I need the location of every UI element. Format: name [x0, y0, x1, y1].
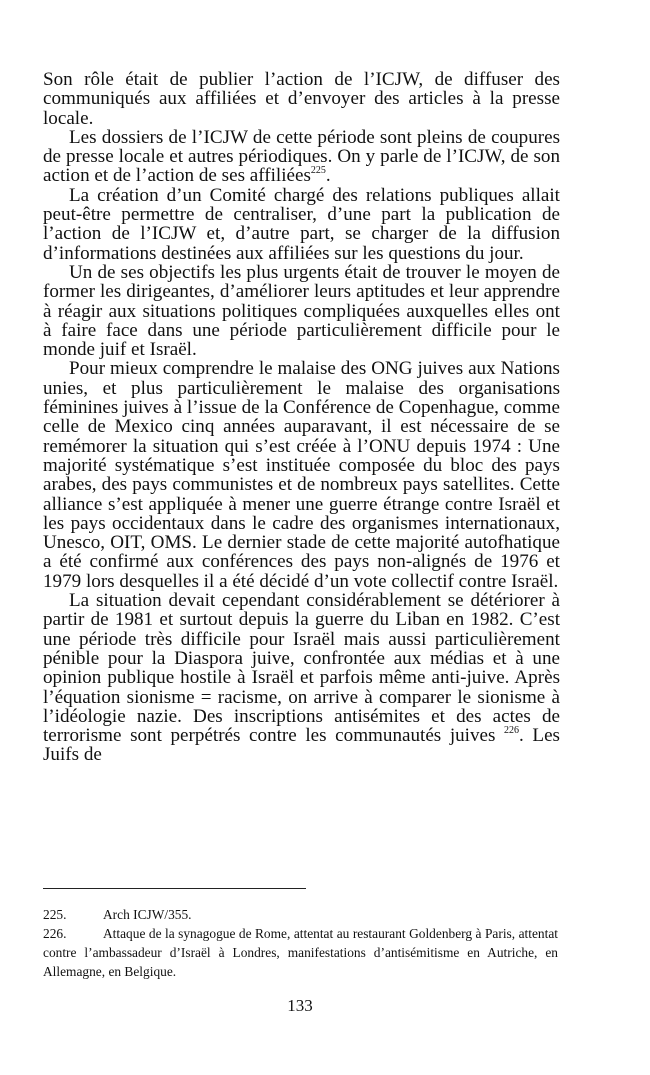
footnote	[43, 905, 558, 924]
footnote-separator	[43, 888, 306, 889]
paragraph-6	[43, 591, 560, 765]
paragraph-5: Pour mieux comprendre le malaise des ONG juives aux Nations unies, et plus particulièrement le malaise des organisations féminines juives à l’issue de la Conférence de Copenhague, comme celle de Mexico cinq années auparavant, il est nécessaire de se remémorer la situation qui s’est créée à l’ONU depuis 1974 : Une majorité systématique s’est instituée composée du bloc des pays arabes, des pays communistes et de nombreux pays satellites. Cette alliance s’est appliquée à mener une guerre étrange contre Israël et les pays occidentaux dans le cadre des organismes internationaux, Unesco, OIT, OMS. Le dernier stade de cette majorité autofhatique a été confirmé aux conférences des pays non-alignés de 1976 et 1979 lors desquelles il a été décidé d’un vote collectif contre Israël.	[43, 358, 560, 592]
paragraph-3: La création d’un Comité chargé des relations publiques allait peut-être permettre de centraliser, d’une part la publication de l’action de l’ICJW et, d’autre part, se charger de la diffusion d’informations destinées aux affiliées sur les questions du jour.	[43, 184, 560, 264]
footnote-ref-226: 226	[504, 725, 520, 737]
paragraph-1: Son rôle était de publier l’action de l’ICJW, de diffuser des communiqués aux affiliées et d’envoyer des articles à la presse locale.	[43, 69, 560, 129]
paragraph-6-end: . Les Juifs de	[43, 725, 560, 766]
footnote-number: 226.	[43, 926, 67, 941]
body-text	[43, 70, 560, 765]
page-number: 133	[287, 996, 313, 1015]
footnote-number: 225.	[43, 907, 67, 922]
paragraph-2-text: Les dossiers de l’ICJW de cette période sont pleins de coupures de presse locale et autres périodiques. On y parle de l’ICJW, de son action et de l’action de ses affiliées	[43, 126, 560, 187]
footnote-text: Arch ICJW/355.	[103, 907, 192, 922]
footnotes	[43, 905, 558, 981]
footnote	[43, 924, 558, 981]
footnote-text: Attaque de la synagogue de Rome, attentat au restaurant Goldenberg à Paris, attentat contre l’ambassadeur d’Israël à Londres, manifestations d’antisémitisme en Autriche, en Allemagne, en Belgique.	[43, 926, 558, 979]
paragraph-2	[43, 128, 560, 186]
footnote-ref-225: 225	[310, 165, 326, 177]
paragraph-6-text: La situation devait cependant considérablement se détériorer à partir de 1981 et surtout depuis la guerre du Liban en 1982. C’est une période très difficile pour Israël mais aussi particulièrement pénible pour la Diaspora juive, confrontée aux médias et à une opinion publique hostile à Israël et parfois même anti-juive. Après l’équation sionisme = racisme, on arrive à comparer le sionisme à l’idéologie nazie. Des inscriptions antisémites et des actes de terrorisme sont perpétrés contre les communautés juives	[43, 590, 560, 747]
paragraph-4: Un de ses objectifs les plus urgents était de trouver le moyen de former les dirigeantes, d’améliorer leurs aptitudes et leur apprendre à réagir aux situations politiques compliquées auxquelles elles ont à faire face dans une période particulièrement difficile pour le monde juif et Israël.	[43, 261, 560, 361]
paragraph-2-end: .	[325, 165, 331, 187]
